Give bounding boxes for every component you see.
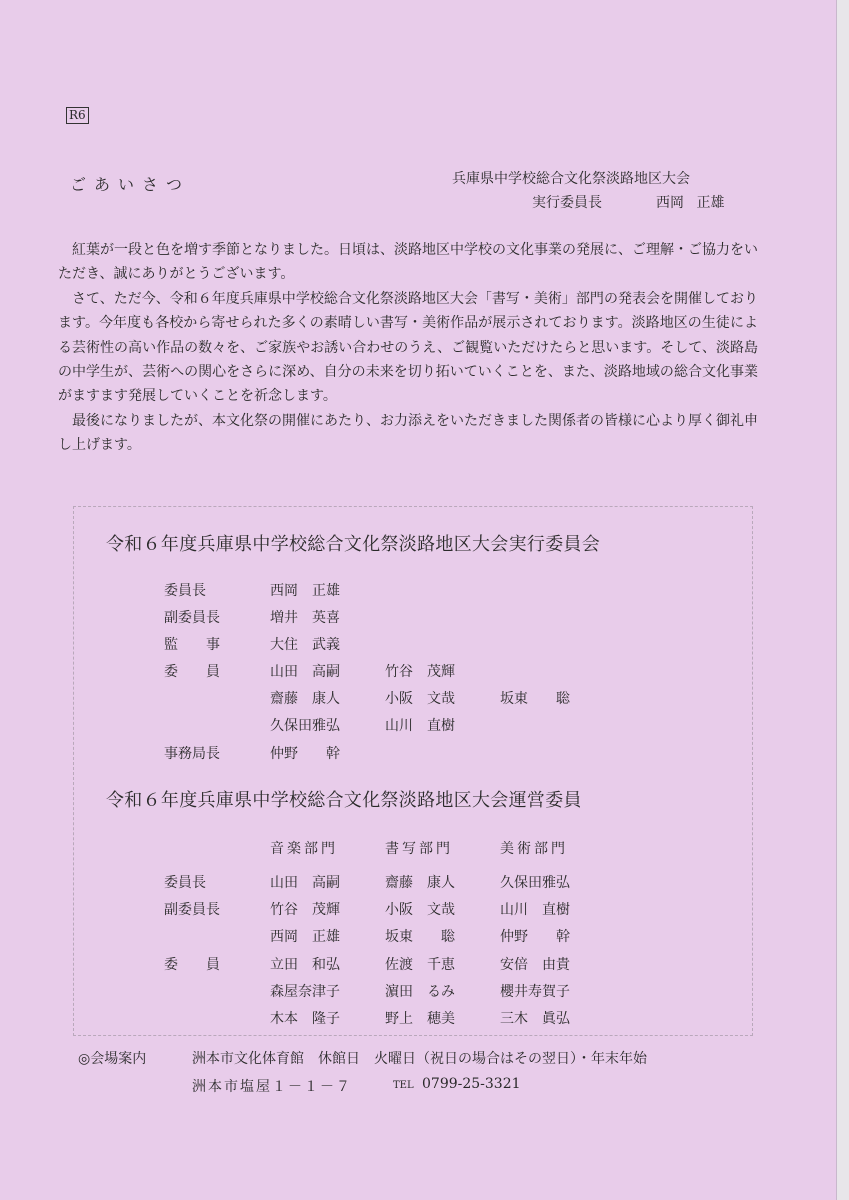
department-header: 書写部門 — [385, 841, 453, 857]
venue-label: ◎会場案内 — [78, 1051, 147, 1067]
ops-member: 西岡 正雄 — [270, 929, 340, 945]
exec-member: 山川 直樹 — [385, 718, 455, 734]
exec-member: 仲野 幹 — [270, 746, 340, 762]
exec-role: 委 員 — [164, 664, 220, 680]
greeting-paragraph: 紅葉が一段と色を増す季節となりました。日頃は、淡路地区中学校の文化事業の発展に、ご理解・ご協力をいただき、誠にありがとうございます。 — [58, 242, 758, 283]
tel-label: TEL — [393, 1080, 414, 1091]
ops-member: 仲野 幹 — [500, 929, 570, 945]
ops-role: 副委員長 — [164, 902, 220, 918]
ops-member: 野上 穂美 — [385, 1011, 455, 1027]
year-badge: R6 — [66, 107, 89, 124]
greeting-organization: 兵庫県中学校総合文化祭淡路地区大会 — [452, 171, 690, 187]
exec-member: 久保田雅弘 — [270, 718, 340, 734]
ops-member: 佐渡 千恵 — [385, 957, 455, 973]
exec-role: 委員長 — [164, 583, 206, 599]
exec-role: 事務局長 — [164, 746, 220, 762]
exec-member: 大住 武義 — [270, 637, 340, 653]
ops-member: 木本 隆子 — [270, 1011, 340, 1027]
ops-member: 安倍 由貴 — [500, 957, 570, 973]
exec-member: 小阪 文哉 — [385, 691, 455, 707]
ops-member: 久保田雅弘 — [500, 875, 570, 891]
greeting-body — [58, 238, 758, 458]
ops-member: 濵田 るみ — [385, 984, 455, 1000]
page-edge — [836, 0, 849, 1200]
exec-role: 副委員長 — [164, 610, 220, 626]
greeting-title: ごあいさつ — [70, 175, 191, 194]
ops-member: 竹谷 茂輝 — [270, 902, 340, 918]
ops-member: 森屋奈津子 — [270, 984, 340, 1000]
exec-member: 竹谷 茂輝 — [385, 664, 455, 680]
exec-member: 西岡 正雄 — [270, 583, 340, 599]
department-header: 美術部門 — [500, 841, 568, 857]
department-header: 音楽部門 — [270, 841, 338, 857]
exec-member: 増井 英喜 — [270, 610, 340, 626]
venue-phone: 0799-25-3321 — [422, 1076, 521, 1092]
ops-member: 坂東 聡 — [385, 929, 455, 945]
executive-committee-heading: 令和６年度兵庫県中学校総合文化祭淡路地区大会実行委員会 — [106, 534, 601, 555]
venue-address: 洲本市塩屋１－１－７ — [192, 1079, 352, 1095]
exec-member: 坂東 聡 — [500, 691, 570, 707]
ops-role: 委 員 — [164, 957, 220, 973]
venue-details: 洲本市文化体育館 休館日 火曜日（祝日の場合はその翌日）・年末年始 — [192, 1051, 647, 1067]
ops-member: 小阪 文哉 — [385, 902, 455, 918]
exec-member: 山田 高嗣 — [270, 664, 340, 680]
ops-member: 櫻井寿賀子 — [500, 984, 570, 1000]
operations-committee-heading: 令和６年度兵庫県中学校総合文化祭淡路地区大会運営委員 — [106, 790, 582, 811]
greeting-paragraph: 最後になりましたが、本文化祭の開催にあたり、お力添えをいただきました関係者の皆様に心より厚く御礼申し上げます。 — [58, 412, 758, 454]
greeting-author-role: 実行委員長 — [532, 195, 602, 211]
exec-member: 齋藤 康人 — [270, 691, 340, 707]
ops-member: 三木 眞弘 — [500, 1011, 570, 1027]
ops-member: 山田 高嗣 — [270, 875, 340, 891]
ops-member: 齋藤 康人 — [385, 875, 455, 891]
ops-member: 立田 和弘 — [270, 957, 340, 973]
ops-role: 委員長 — [164, 875, 206, 891]
greeting-author-name: 西岡 正雄 — [656, 195, 725, 211]
ops-member: 山川 直樹 — [500, 902, 570, 918]
greeting-paragraph: さて、ただ今、令和６年度兵庫県中学校総合文化祭淡路地区大会「書写・美術」部門の発表会を開催しております。今年度も各校から寄せられた多くの素晴しい書写・美術作品が展示されております。淡路地区の生徒による芸術性の高い作品の数々を、ご家族やお誘い合わせのうえ、ご観覧いただけたらと思います。そして、淡路島の中学生が、芸術への関心をさらに深め、自分の未来を切り拓いていくことを、また、淡路地域の総合文化事業がますます発展していくことを祈念します。 — [58, 290, 758, 405]
exec-role: 監 事 — [164, 637, 220, 653]
